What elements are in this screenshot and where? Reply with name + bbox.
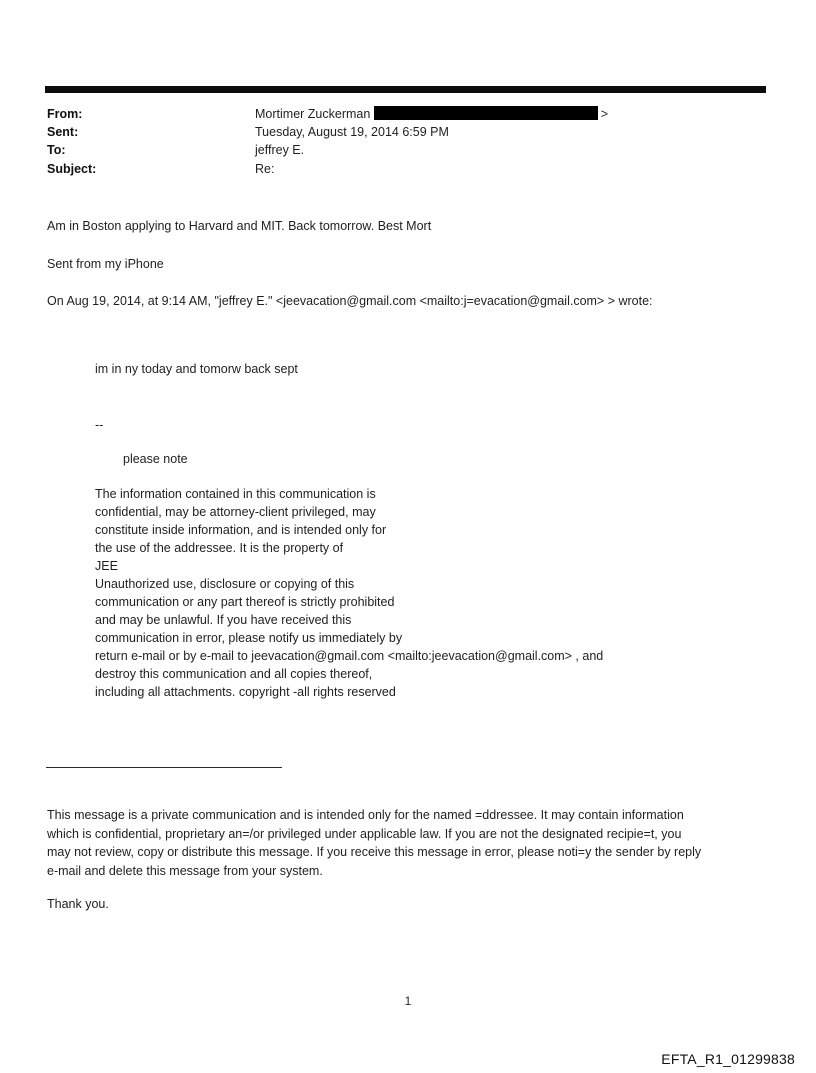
footer-disclaimer-line: which is confidential, proprietary an=/or privileged under applicable law. If you are not the designated recipie=t, you bbox=[47, 826, 682, 841]
disclaimer-line: return e-mail or by e-mail to jeevacation@gmail.com <mailto:jeevacation@gmail.com> , and bbox=[95, 649, 604, 663]
top-divider-bar bbox=[45, 86, 766, 93]
sent-label: Sent: bbox=[47, 125, 79, 140]
footer-disclaimer-line: e-mail and delete this message from your system. bbox=[47, 863, 323, 878]
quote-attribution: On Aug 19, 2014, at 9:14 AM, "jeffrey E." <jeevacation@gmail.com <mailto:j=evacation@gmail.com> > wrote: bbox=[47, 294, 653, 308]
header-row-from bbox=[47, 105, 608, 123]
footer-disclaimer-line: may not review, copy or distribute this message. If you receive this message in error, please noti=y the sender by reply bbox=[47, 845, 702, 860]
from-label: From: bbox=[47, 107, 83, 121]
quoted-reply: im in ny today and tomorw back sept bbox=[95, 362, 298, 376]
disclaimer-line: communication or any part thereof is strictly prohibited bbox=[95, 595, 395, 609]
message-text: Am in Boston applying to Harvard and MIT. Back tomorrow. Best Mort bbox=[47, 219, 432, 233]
email-header bbox=[47, 105, 608, 178]
disclaimer-line: JEE bbox=[95, 559, 118, 573]
legal-disclaimer bbox=[95, 485, 603, 701]
from-suffix: > bbox=[600, 107, 609, 121]
disclaimer-line: communication in error, please notify us immediately by bbox=[95, 631, 403, 645]
note-heading: please note bbox=[123, 452, 188, 466]
header-row-subject bbox=[47, 160, 608, 178]
disclaimer-line: constitute inside information, and is intended only for bbox=[95, 523, 387, 537]
disclaimer-line: The information contained in this communication is bbox=[95, 487, 376, 501]
header-row-to bbox=[47, 141, 608, 159]
redaction-bar bbox=[374, 106, 598, 120]
footer-disclaimer bbox=[47, 806, 701, 880]
from-value bbox=[255, 105, 608, 123]
disclaimer-line: destroy this communication and all copies thereof, bbox=[95, 667, 373, 681]
to-value: jeffrey E. bbox=[255, 143, 305, 158]
sent-value: Tuesday, August 19, 2014 6:59 PM bbox=[255, 125, 449, 140]
disclaimer-line: confidential, may be attorney-client privileged, may bbox=[95, 505, 376, 519]
bates-number: EFTA_R1_01299838 bbox=[661, 1051, 795, 1067]
signature-divider: -- bbox=[95, 418, 104, 432]
to-label: To: bbox=[47, 143, 66, 158]
disclaimer-line: the use of the addressee. It is the property of bbox=[95, 541, 344, 555]
iphone-signature: Sent from my iPhone bbox=[47, 257, 164, 271]
disclaimer-line: and may be unlawful. If you have received this bbox=[95, 613, 352, 627]
signature-rule bbox=[46, 767, 282, 768]
header-row-sent bbox=[47, 123, 608, 141]
from-name: Mortimer Zuckerman bbox=[255, 107, 371, 121]
subject-value: Re: bbox=[255, 161, 275, 176]
disclaimer-line: including all attachments. copyright -all rights reserved bbox=[95, 685, 396, 699]
page-number: 1 bbox=[404, 994, 412, 1008]
thank-you-text: Thank you. bbox=[47, 897, 109, 911]
disclaimer-line: Unauthorized use, disclosure or copying of this bbox=[95, 577, 355, 591]
footer-disclaimer-line: This message is a private communication and is intended only for the named =ddressee. It may contain information bbox=[47, 808, 684, 822]
subject-label: Subject: bbox=[47, 161, 97, 176]
